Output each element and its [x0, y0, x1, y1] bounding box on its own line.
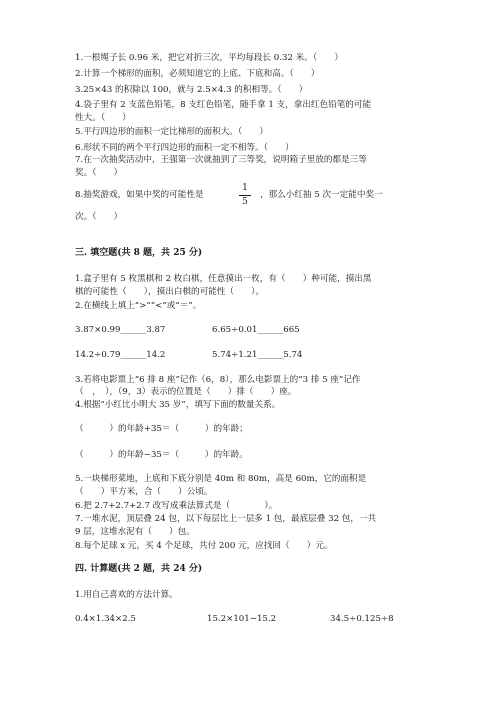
fill-q8: 8.每个足球 x 元，买 4 个足球，共付 200 元，应找回（ ）元。: [75, 541, 333, 551]
fill-q3-line2: （ ， ），（9，3）表示的位置是（ ）排（ ）座。: [75, 387, 297, 397]
fraction-denominator: 5: [242, 197, 248, 207]
calc-expression: 0.4×1.34×2.5: [75, 614, 136, 624]
fill-q3-line1: 3.若将电影票上“6 排 8 座”记作（6，8），那么电影票上的“3 排 5 座”记作: [75, 375, 361, 385]
fill-q2: 2.在横线上填上“>”“<”或“＝”。: [75, 301, 202, 311]
judge-q4-line2: 性大。（ ）: [75, 113, 131, 123]
compare-item: 5.74÷1.21______5.74: [212, 350, 303, 360]
section-title-fill: 三. 填空题(共 8 题，共 25 分): [75, 248, 203, 258]
fill-q5-line2: （ ）平方米，合（ ）公顷。: [75, 487, 213, 497]
fill-q4-relation-1: （ ）的年龄+35＝（ ）的年龄；: [75, 424, 248, 434]
fill-q6: 6.把 2.7+2.7+2.7 改写成乘法算式是（ ）。: [75, 501, 278, 511]
fill-q7-line2: 9 层，这堆水泥有（ ）包。: [75, 527, 195, 537]
fill-q4: 4.根据“小红比小明大 35 岁”，填写下面的数量关系。: [75, 400, 281, 410]
judge-q6: 6.形状不同的两个平行四边形的面积一定不相等。（ ）: [75, 143, 294, 153]
judge-q4-line1: 4.袋子里有 2 支蓝色铅笔，8 支红色铅笔，随手拿 1 支，拿出红色铅笔的可能: [75, 100, 372, 110]
fraction-one-fifth: [239, 183, 251, 208]
fill-q5-line1: 5.一块梯形菜地，上底和下底分别是 40m 和 80m，高是 60m，它的面积是: [75, 474, 367, 484]
judge-q5: 5.平行四边形的面积一定比梯形的面积大。（ ）: [75, 127, 268, 137]
judge-q7-line2: 奖。（ ）: [75, 168, 123, 178]
judge-q8-end: 次。（ ）: [75, 212, 123, 222]
calc-expression: 34.5÷0.125÷8: [330, 614, 394, 624]
compare-item: 6.65÷0.01______665: [212, 325, 300, 335]
compare-item: 14.2÷0.79______14.2: [75, 350, 166, 360]
judge-q8-suffix: ，那么小红抽 5 次一定能中奖一: [260, 190, 383, 200]
calc-expression: 15.2×101−15.2: [207, 614, 277, 624]
fill-q4-relation-2: （ ）的年龄−35＝（ ）的年龄。: [75, 450, 248, 460]
judge-q3: 3.25×43 的积除以 100，就与 2.5×4.3 的积相等。（ ）: [75, 85, 308, 95]
judge-q2: 2.计算一个梯形的面积，必须知道它的上底、下底和高。（ ）: [75, 69, 320, 79]
judge-q8-prefix: 8.抽奖游戏，如果中奖的可能性是: [75, 190, 204, 200]
fill-q1-line2: 棋的可能性（ ），摸出白棋的可能性（ ）。: [75, 287, 265, 297]
judge-q1: 1.一根绳子长 0.96 米，把它对折三次，平均每段长 0.32 米。（ ）: [75, 53, 343, 63]
judge-q7-line1: 7.在一次抽奖活动中，王强第一次就抽到了三等奖，说明箱子里放的都是三等: [75, 155, 367, 165]
calc-q1: 1.用自己喜欢的方法计算。: [75, 590, 178, 600]
fill-q7-line1: 7.一堆水泥，顶层叠 24 包，以下每层比上一层多 1 包，最底层叠 32 包，一共: [75, 514, 377, 524]
compare-item: 3.87×0.99______3.87: [75, 325, 166, 335]
section-title-calc: 四. 计算题(共 2 题，共 24 分): [75, 564, 203, 574]
fill-q1-line1: 1.盒子里有 5 枚黑棋和 2 枚白棋，任意摸出一枚，有（ ）种可能，摸出黑: [75, 274, 372, 284]
fraction-numerator: 1: [239, 183, 251, 196]
